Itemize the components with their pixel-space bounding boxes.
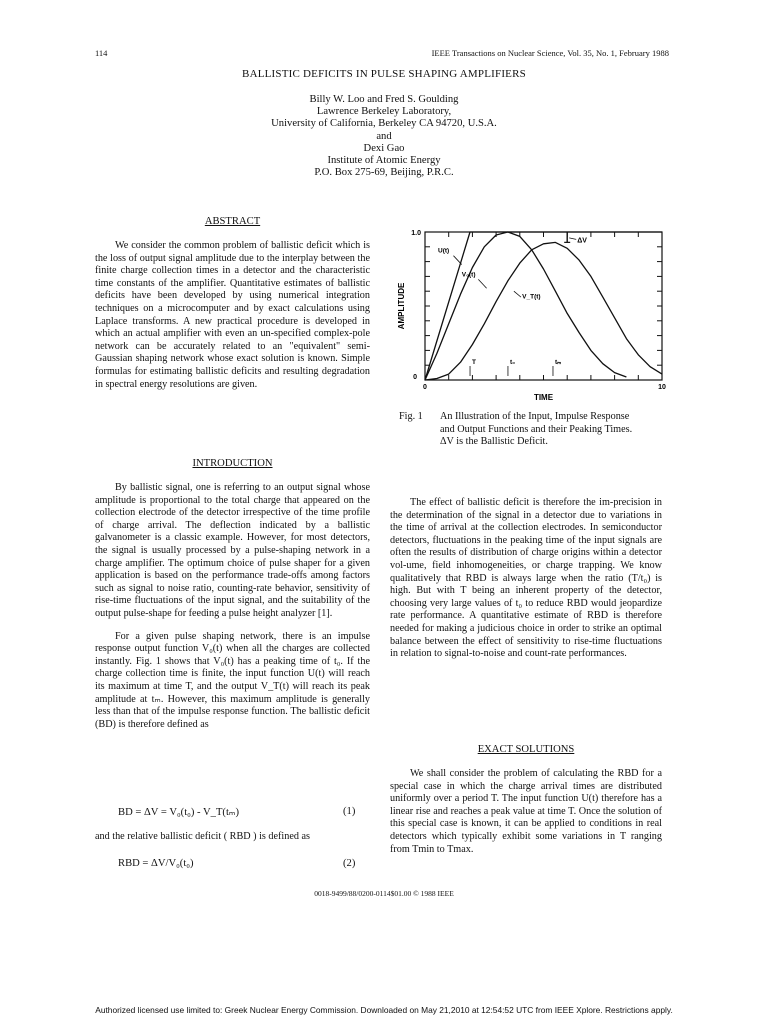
u-label: U(t): [438, 247, 450, 255]
exact-solutions-heading: EXACT SOLUTIONS: [477, 744, 575, 755]
vt-label: V_T(t): [522, 293, 541, 301]
u-curve: [425, 232, 662, 380]
equation-1-number: (1): [343, 806, 356, 817]
author-line: Billy W. Loo and Fred S. Goulding: [309, 94, 459, 105]
caption-line: ΔV is the Ballistic Deficit.: [440, 436, 548, 448]
v0-curve: [425, 232, 626, 380]
x-zero-tick-label: 0: [423, 384, 427, 391]
equation-2-number: (2): [343, 858, 356, 869]
introduction-heading: INTRODUCTION: [192, 458, 273, 469]
equation-2: RBD = ΔV/V₀(t₀): [118, 858, 194, 869]
copyright-code: 0018-9499/88/0200-0114$01.00 © 1988 IEEE: [314, 889, 454, 898]
author-block: [0, 94, 768, 179]
delta-v-pointer: [569, 238, 576, 239]
y-top-tick-label: 1.0: [411, 230, 421, 237]
right-column-body: [390, 497, 662, 661]
author-line: University of California, Berkeley CA 94720, U.S.A.: [271, 118, 497, 130]
caption-line: An Illustration of the Input, Impulse Response: [440, 411, 630, 422]
figure-1-chart: [392, 212, 682, 412]
y-zero-tick-label: 0: [413, 374, 417, 381]
right-paragraph-1: The effect of ballistic deficit is therefore the im-precision in the determination of the signal in a detector due to variations in the time of arrival at the collection electrodes. In semiconductor detectors, fluctuations in the peaking time of the input signals are often the results of distribution of charge origins within a detector vol-ume, field inhomogeneities, or charge trapping. We know qualitatively that RBD is always large when the ratio (T/t₀) is high. But with T being an inherent property of the detector, choosing very large values of t₀ to reduce RBD would jeopardize rate performance. A quantitative estimate of RBD is therefore needed for making a judicious choice in order to strike an optimal balance between the effect of sensitivity to rise-time fluctuations in relation to signal-to-noise and count-rate performances.: [390, 497, 662, 660]
x-end-tick-label: 10: [658, 384, 666, 391]
marker-label-tm: tₘ: [554, 359, 562, 366]
figure-caption-label: Fig. 1: [399, 411, 423, 422]
author-line: Institute of Atomic Energy: [327, 154, 441, 166]
author-line: and: [376, 130, 392, 142]
marker-label-T: T: [472, 359, 477, 366]
page-number: 114: [95, 48, 108, 58]
v0-pointer: [478, 279, 486, 288]
exact-solutions-body: [390, 768, 662, 856]
caption-line: and Output Functions and their Peaking Times.: [440, 423, 633, 435]
journal-header: IEEE Transactions on Nuclear Science, Vol. 35, No. 1, February 1988: [431, 48, 669, 58]
plot-frame: [425, 232, 662, 380]
introduction-body: [95, 482, 370, 731]
x-axis-label: TIME: [533, 393, 554, 402]
y-axis-label: AMPLITUDE: [397, 282, 406, 330]
author-line: P.O. Box 275-69, Beijing, P.R.C.: [314, 167, 454, 179]
marker-label-t0: t₀: [509, 359, 516, 366]
vt-pointer: [514, 291, 521, 297]
abstract-heading: ABSTRACT: [204, 216, 261, 227]
intro-paragraph-1: By ballistic signal, one is referring to an output signal whose amplitude is proportional to the total charge that appeared on the collection electrode of the detector irrespective of the time profile of charge arrival. The deflection indicated by a ballistic galvanometer is a classic example. However, for most detectors, the signal is usually processed by a pulse-shaping network in a charge amplifier. The optimum choice of pulse shaper for a given application is based on the performance trade-offs among factors such as signal to noise ratio, counting-rate behavior, sensitivity of rise-time fluctuations of the input signal, and the suitability of the output pulse-shape for feeding a pulse height analyzer [1].: [95, 482, 370, 619]
author-line: Dexi Gao: [363, 142, 405, 154]
authorized-use-notice: Authorized licensed use limited to: Greek Nuclear Energy Commission. Downloaded on May 21,2010 at 12:54:52 UTC from IEEE Xplore. Restrictions apply.: [95, 1005, 673, 1015]
right-paragraph-2: We shall consider the problem of calculating the RBD for a special case in which the charge arrival times are distributed uniformly over a period T. The input function U(t) therefore has a linear rise and reaches a peak value at time T. Once the solution of this special case is known, it can be applied to conditions in real detectors which typically exhibit some variations in T ranging from Tmin to Tmax.: [390, 768, 662, 855]
intro-paragraph-2: For a given pulse shaping network, there is an impulse response output function V₀(t) when all the charges are collected instantly. Fig. 1 shows that V₀(t) has a peaking time of t₀. If the charge collection time is finite, the input function U(t) will reach its maximum at time T, and the output V_T(t) will reach its peak amplitude at tₘ. However, this maximum amplitude is generally less than that of the impulse response function. The ballistic deficit (BD) is therefore defined as: [95, 630, 370, 730]
abstract-paragraph: We consider the common problem of ballistic deficit which is the loss of output signal amplitude due to the interplay between the finite charge collection times in a detector and the characteristic time constants of the amplifier. Quantitative estimates of ballistic deficits have been developed by using numerical integration techniques on a microcomputer and by exact calculations using Laplace transforms. A new practical procedure is developed in which an actual amplifier with even an un-specified complex-pole network can be accurately related to an "equivalent" semi-Gaussian shaping network whose exact solution is known. Simple formulas for estimating ballistic deficits and resulting degradation in spectral energy resolutions are given.: [95, 240, 370, 390]
delta-v-label: ΔV: [577, 237, 587, 245]
paper-title: BALLISTIC DEFICITS IN PULSE SHAPING AMPLIFIERS: [242, 68, 526, 80]
equation-1: BD = ΔV = V₀(t₀) - V_T(tₘ): [118, 807, 240, 818]
intro-mid-text: and the relative ballistic deficit ( RBD ) is defined as: [95, 831, 311, 842]
abstract-body: [95, 240, 370, 391]
author-line: Lawrence Berkeley Laboratory,: [316, 106, 452, 118]
figure-caption: [440, 411, 690, 449]
u-pointer: [453, 256, 461, 265]
v0-label: V₀(t): [461, 271, 476, 279]
